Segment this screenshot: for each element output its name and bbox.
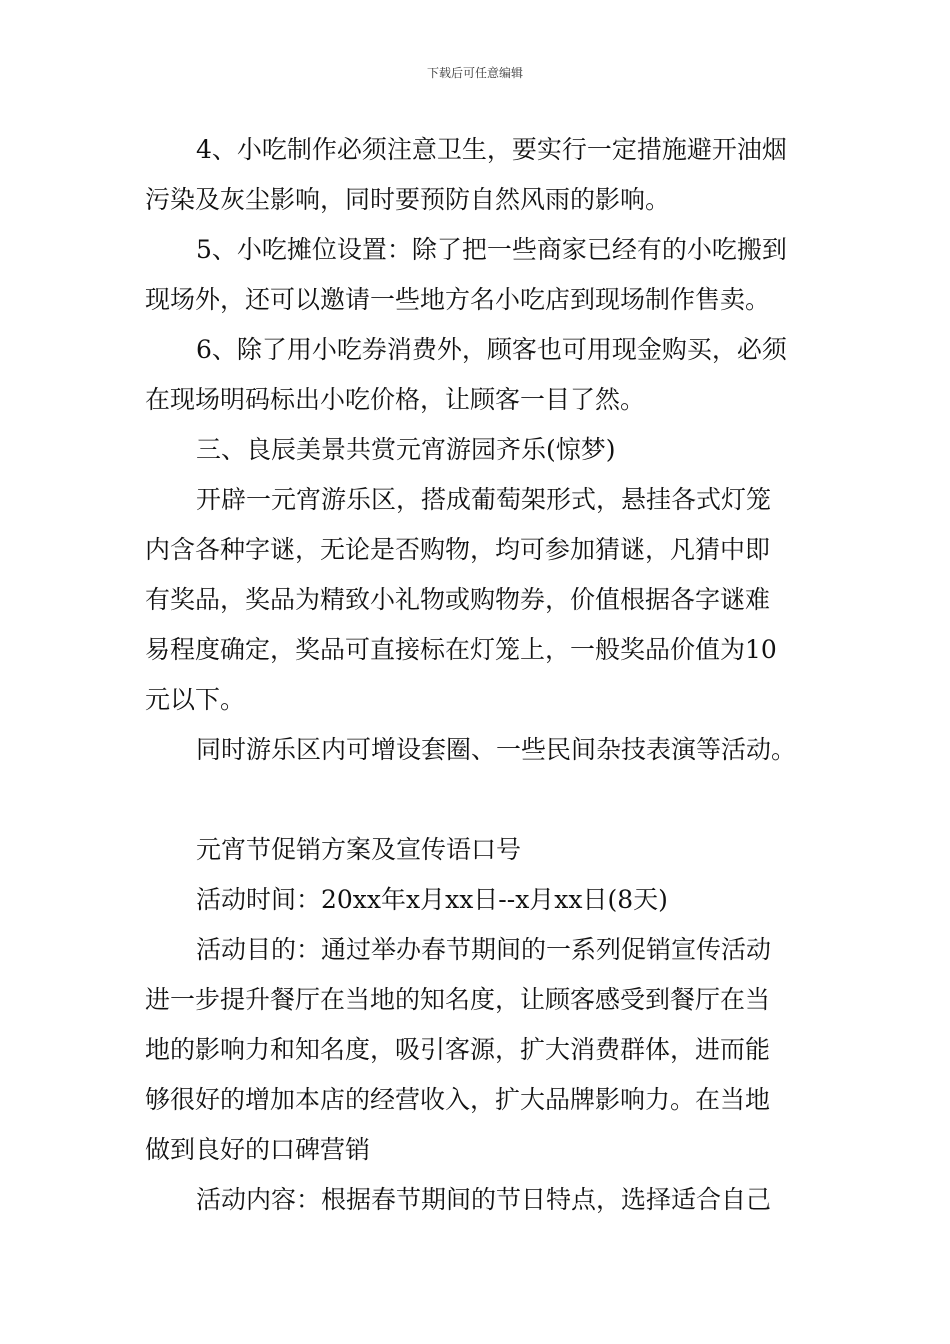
paragraph-line: 做到良好的口碑营销 [145, 1135, 371, 1164]
paragraph-line: 进一步提升餐厅在当地的知名度，让顾客感受到餐厅在当 [145, 985, 771, 1014]
paragraph-line: 地的影响力和知名度，吸引客源，扩大消费群体，进而能 [145, 1035, 771, 1064]
paragraph-line: 4、小吃制作必须注意卫生，要实行一定措施避开油烟 [196, 135, 787, 164]
paragraph-line: 活动内容：根据春节期间的节日特点，选择适合自己 [196, 1185, 772, 1214]
paragraph-line: 元以下。 [145, 685, 246, 714]
paragraph-line: 易程度确定，奖品可直接标在灯笼上，一般奖品价值为10 [145, 635, 777, 664]
paragraph-line: 活动目的：通过举办春节期间的一系列促销宣传活动 [196, 935, 772, 964]
paragraph-line: 够很好的增加本店的经营收入，扩大品牌影响力。在当地 [145, 1085, 771, 1114]
paragraph-line: 有奖品，奖品为精致小礼物或购物券，价值根据各字谜难 [145, 585, 771, 614]
paragraph-line: 5、小吃摊位设置：除了把一些商家已经有的小吃搬到 [196, 235, 787, 264]
paragraph-line: 现场外，还可以邀请一些地方名小吃店到现场制作售卖。 [145, 285, 771, 314]
paragraph-line: 活动时间：20xx年x月xx日--x月xx日(8天) [196, 885, 668, 914]
page-header-note: 下载后可任意编辑 [426, 66, 523, 80]
paragraph-line: 内含各种字谜，无论是否购物，均可参加猜谜，凡猜中即 [145, 535, 771, 564]
paragraph-line: 6、除了用小吃券消费外，顾客也可用现金购买，必须 [196, 335, 787, 364]
document-title: 元宵节促销方案及宣传语口号 [196, 835, 522, 864]
blank-line [145, 775, 810, 825]
paragraph-line: 开辟一元宵游乐区，搭成葡萄架形式，悬挂各式灯笼 [196, 485, 772, 514]
document-body [145, 125, 810, 1225]
section-heading: 三、良辰美景共赏元宵游园齐乐(惊梦) [196, 435, 616, 464]
paragraph-line: 在现场明码标出小吃价格，让顾客一目了然。 [145, 385, 646, 414]
paragraph-line: 污染及灰尘影响，同时要预防自然风雨的影响。 [145, 185, 671, 214]
paragraph-line: 同时游乐区内可增设套圈、一些民间杂技表演等活动。 [196, 735, 797, 764]
